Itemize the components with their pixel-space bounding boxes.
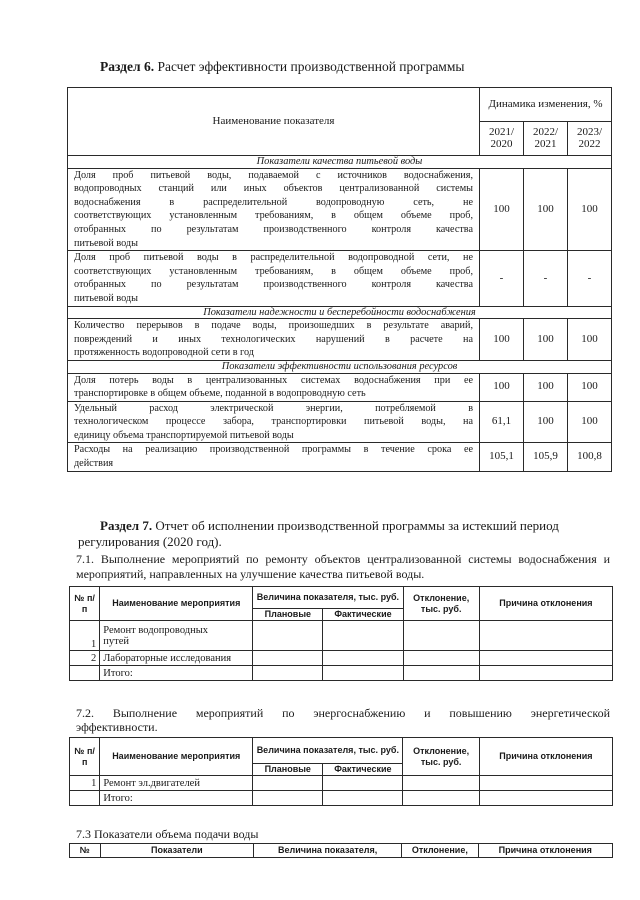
value-header: Величина показателя, тыс. руб. xyxy=(253,587,403,609)
line: Доля проб питьевой воды, подаваемой с источников водоснабжения, xyxy=(74,169,473,181)
table-row xyxy=(70,621,613,651)
row-number: 1 xyxy=(70,776,100,791)
section7-title-line2: регулирования (2020 год). xyxy=(78,534,222,549)
measure-name: Лабораторные исследования xyxy=(100,651,253,666)
plan-cell xyxy=(253,791,323,806)
row-number: 2 xyxy=(70,651,100,666)
line: Доля проб питьевой воды в распределительной водопроводной сети, не xyxy=(74,252,473,264)
indicator-cell xyxy=(68,373,480,401)
repair-measures-table xyxy=(69,586,613,681)
measure-name-line: Ремонт водопроводных xyxy=(103,624,209,636)
paragraph-7-2-line2: эффективности. xyxy=(76,720,158,734)
line: единицу объема транспортируемой питьевой воды xyxy=(74,429,294,441)
value-cell: 100 xyxy=(568,373,612,401)
total-label: Итого: xyxy=(100,791,253,806)
line: Количество перерывов в подаче воды, произошедших в результате аварий, xyxy=(74,320,473,332)
plan-header: Плановые xyxy=(253,609,323,621)
year-header: 2023/ 2022 xyxy=(568,122,612,156)
row-number xyxy=(70,666,100,681)
indicator-header: Наименование показателя xyxy=(68,88,480,156)
line: соответствующих установленным требованиям, в общем объеме проб, xyxy=(74,210,473,222)
group-title: Показатели надежности и бесперебойности водоснабжения xyxy=(68,306,612,319)
row-number: 1 xyxy=(70,621,100,651)
deviation-cell xyxy=(403,666,479,681)
value-cell: 100 xyxy=(568,319,612,361)
line: транспортировке в общем объеме, поданной в водопроводную сеть xyxy=(74,388,366,400)
efficiency-table xyxy=(67,87,612,472)
measure-name xyxy=(100,621,253,651)
value-cell: 105,1 xyxy=(480,443,524,471)
indicator-cell xyxy=(68,168,480,251)
section6-title: Расчет эффективности производственной программы xyxy=(157,59,465,74)
line: Доля потерь воды в централизованных системах водоснабжения при ее xyxy=(74,374,473,386)
value-cell: 105,9 xyxy=(524,443,568,471)
line: водоснабжения в распределительной водопроводную сеть, не xyxy=(74,196,473,208)
table-row xyxy=(68,251,612,306)
energy-measures-table xyxy=(69,737,613,806)
section7-title-line1: Отчет об исполнении производственной программы за истекший период xyxy=(155,518,559,533)
deviation-cell xyxy=(403,621,479,651)
value-cell: 100,8 xyxy=(568,443,612,471)
table-row xyxy=(68,401,612,443)
value-cell: 100 xyxy=(568,401,612,443)
deviation-header: Отклонение, тыс. руб. xyxy=(403,587,479,621)
line: отобранных по результатам производственного контроля качества xyxy=(74,279,473,291)
line: Удельный расход электрической энергии, потребляемой в xyxy=(74,402,473,414)
table-row xyxy=(70,651,613,666)
deviation-header: Отклонение, тыс. руб. xyxy=(403,738,479,776)
value-cell: - xyxy=(524,251,568,306)
year-header: 2021/ 2020 xyxy=(480,122,524,156)
reason-cell xyxy=(479,776,612,791)
line: Расходы на реализацию производственной программы в течение срока ее xyxy=(74,444,473,456)
fact-cell xyxy=(323,776,403,791)
deviation-cell xyxy=(403,651,479,666)
line: протяженность водопроводной сети в год xyxy=(74,347,254,359)
dynamics-header: Динамика изменения, % xyxy=(480,88,612,122)
value-cell: - xyxy=(480,251,524,306)
value-cell: 100 xyxy=(524,168,568,251)
plan-header: Плановые xyxy=(253,764,323,776)
section6-label: Раздел 6. xyxy=(100,59,155,74)
reason-cell xyxy=(479,621,612,651)
line: технологическом процессе забора, транспортировки питьевой воды, на xyxy=(74,416,473,428)
indicator-cell xyxy=(68,401,480,443)
section6-heading xyxy=(100,59,464,75)
deviation-cell xyxy=(403,791,479,806)
line: питьевой воды xyxy=(74,237,138,249)
indicator-cell xyxy=(68,319,480,361)
deviation-cell xyxy=(403,776,479,791)
paragraph-7-2-line1: 7.2. Выполнение мероприятий по энергоснабжению и повышению энергетической xyxy=(76,706,610,720)
water-supply-table xyxy=(69,843,613,858)
fact-cell xyxy=(323,791,403,806)
reason-header: Причина отклонения xyxy=(479,738,612,776)
fact-cell xyxy=(323,651,403,666)
total-row xyxy=(70,666,613,681)
line: соответствующих установленным требованиям, в общем объеме проб, xyxy=(74,265,473,277)
paragraph-7-1: 7.1. Выполнение мероприятий по ремонту объектов централизованной системы водоснабжения и мероприятий, направленных на улучшение качества питьевой воды. xyxy=(76,552,610,581)
fact-cell xyxy=(323,621,403,651)
line: повреждений и иных технологических нарушений в расчете на xyxy=(74,333,473,345)
value-cell: 100 xyxy=(480,319,524,361)
reason-header: Причина отклонения xyxy=(479,587,612,621)
value-header: Величина показателя, xyxy=(254,844,402,858)
line: водопроводных станций или иных объектов централизованной системы xyxy=(74,183,473,195)
section7-heading xyxy=(100,517,620,534)
plan-cell xyxy=(253,776,323,791)
plan-cell xyxy=(253,621,323,651)
group-title: Показатели эффективности использования ресурсов xyxy=(68,360,612,373)
table-row xyxy=(68,373,612,401)
line: действия xyxy=(74,458,114,470)
reason-cell xyxy=(479,651,612,666)
value-cell: 61,1 xyxy=(480,401,524,443)
reason-cell xyxy=(479,791,612,806)
plan-cell xyxy=(253,651,323,666)
measure-name: Ремонт эл.двигателей xyxy=(100,776,253,791)
fact-header: Фактические xyxy=(323,764,403,776)
table-row xyxy=(68,443,612,471)
no-header: № п/п xyxy=(70,587,100,621)
value-cell: 100 xyxy=(524,401,568,443)
value-cell: - xyxy=(568,251,612,306)
value-header: Величина показателя, тыс. руб. xyxy=(253,738,403,764)
no-header: № xyxy=(70,844,101,858)
line: питьевой воды xyxy=(74,292,138,304)
reason-header: Причина отклонения xyxy=(478,844,612,858)
section7-label: Раздел 7. xyxy=(100,518,153,533)
paragraph-7-3: 7.3 Показатели объема подачи воды xyxy=(76,827,259,841)
indicator-cell xyxy=(68,443,480,471)
fact-header: Фактические xyxy=(323,609,403,621)
value-cell: 100 xyxy=(524,373,568,401)
year-header: 2022/ 2021 xyxy=(524,122,568,156)
total-row xyxy=(70,791,613,806)
reason-cell xyxy=(479,666,612,681)
deviation-header: Отклонение, xyxy=(402,844,479,858)
plan-cell xyxy=(253,666,323,681)
fact-cell xyxy=(323,666,403,681)
no-header: № п/п xyxy=(70,738,100,776)
value-cell: 100 xyxy=(480,373,524,401)
name-header: Наименование мероприятия xyxy=(100,738,253,776)
name-header: Показатели xyxy=(100,844,254,858)
total-label: Итого: xyxy=(100,666,253,681)
measure-name-line: путей xyxy=(103,635,130,647)
group-title: Показатели качества питьевой воды xyxy=(68,156,612,169)
line: отобранных по результатам производственного контроля качества xyxy=(74,223,473,235)
table-row xyxy=(68,168,612,251)
table-row xyxy=(68,319,612,361)
value-cell: 100 xyxy=(480,168,524,251)
value-cell: 100 xyxy=(524,319,568,361)
name-header: Наименование мероприятия xyxy=(100,587,253,621)
value-cell: 100 xyxy=(568,168,612,251)
table-row xyxy=(70,776,613,791)
indicator-cell xyxy=(68,251,480,306)
row-number xyxy=(70,791,100,806)
